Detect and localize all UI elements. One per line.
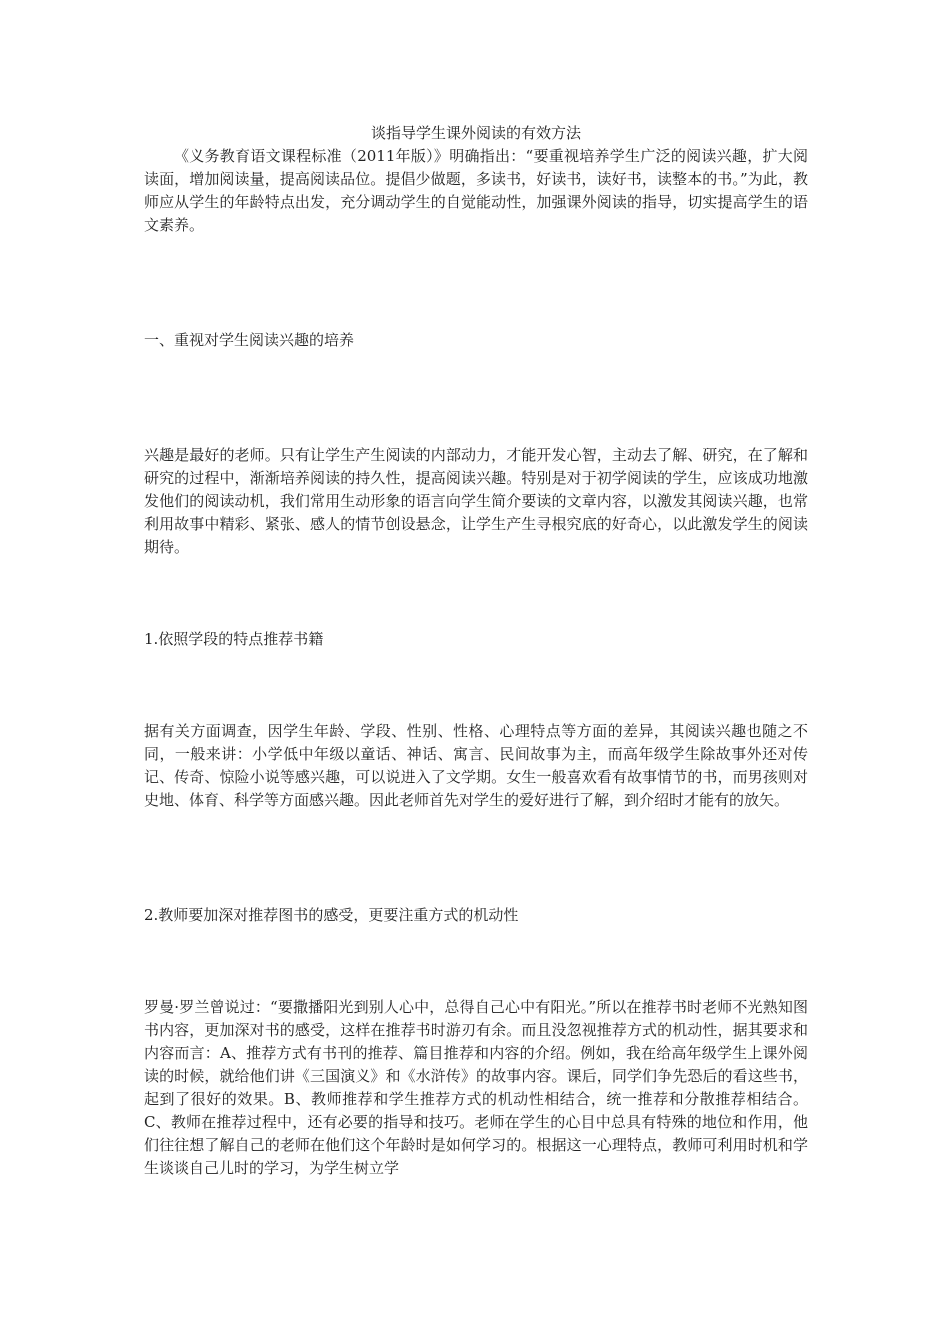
spacer [144, 559, 808, 628]
spacer [144, 237, 808, 329]
subsection-paragraph-teacher-method: 罗曼·罗兰曾说过：“要撒播阳光到别人心中，总得自己心中有阳光。”所以在推荐书时老师不光熟知图书内容，更加深对书的感受，这样在推荐书时游刃有余。而且没忽视推荐方式的机动性，据其要求和内容而言：A、推荐方式有书刊的推荐、篇目推荐和内容的介绍。例如，我在给高年级学生上课外阅读的时候，就给他们讲《三国演义》和《水浒传》的故事内容。课后，同学们争先恐后的看这些书，起到了很好的效果。B、教师推荐和学生推荐方式的机动性相结合，统一推荐和分散推荐相结合。C、教师在推荐过程中，还有必要的指导和技巧。老师在学生的心目中总具有特殊的地位和作用，他们往往想了解自己的老师在他们这个年龄时是如何学习的。根据这一心理特点，教师可利用时机和学生谈谈自己儿时的学习，为学生树立学 [144, 998, 808, 1177]
section-heading-interest: 一、重视对学生阅读兴趣的培养 [144, 331, 355, 349]
subsection-heading-recommend-books: 1.依照学段的特点推荐书籍 [144, 630, 324, 648]
subsection-paragraph-recommend-books: 据有关方面调查，因学生年龄、学段、性别、性格、心理特点等方面的差异，其阅读兴趣也随之不同，一般来讲：小学低中年级以童话、神话、寓言、民间故事为主，而高年级学生除故事外还对传记、传奇、惊险小说等感兴趣，可以说进入了文学期。女生一般喜欢看有故事情节的书，而男孩则对史地、体育、科学等方面感兴趣。因此老师首先对学生的爱好进行了解，到介绍时才能有的放矢。 [144, 722, 808, 809]
spacer [144, 812, 808, 904]
intro-paragraph: 《义务教育语文课程标准（2011年版）》明确指出：“要重视培养学生广泛的阅读兴趣，扩大阅读面，增加阅读量，提高阅读品位。提倡少做题，多读书，好读书，读好书，读整本的书。”为此，教师应从学生的年龄特点出发，充分调动学生的自觉能动性，加强课外阅读的指导，切实提高学生的语文素养。 [144, 147, 808, 234]
document-title: 谈指导学生课外阅读的有效方法 [370, 124, 581, 142]
document-page [144, 122, 808, 1180]
spacer [144, 651, 808, 720]
section-paragraph-interest: 兴趣是最好的老师。只有让学生产生阅读的内部动力，才能开发心智，主动去了解、研究，在了解和研究的过程中，渐渐培养阅读的持久性，提高阅读兴趣。特别是对于初学阅读的学生，应该成功地激发他们的阅读动机，我们常用生动形象的语言向学生简介要读的文章内容，以激发其阅读兴趣，也常利用故事中精彩、紧张、感人的情节创设悬念，让学生产生寻根究底的好奇心，以此激发学生的阅读期待。 [144, 446, 808, 556]
spacer [144, 352, 808, 444]
subsection-heading-teacher-method: 2.教师要加深对推荐图书的感受，更要注重方式的机动性 [144, 906, 519, 924]
spacer [144, 927, 808, 996]
